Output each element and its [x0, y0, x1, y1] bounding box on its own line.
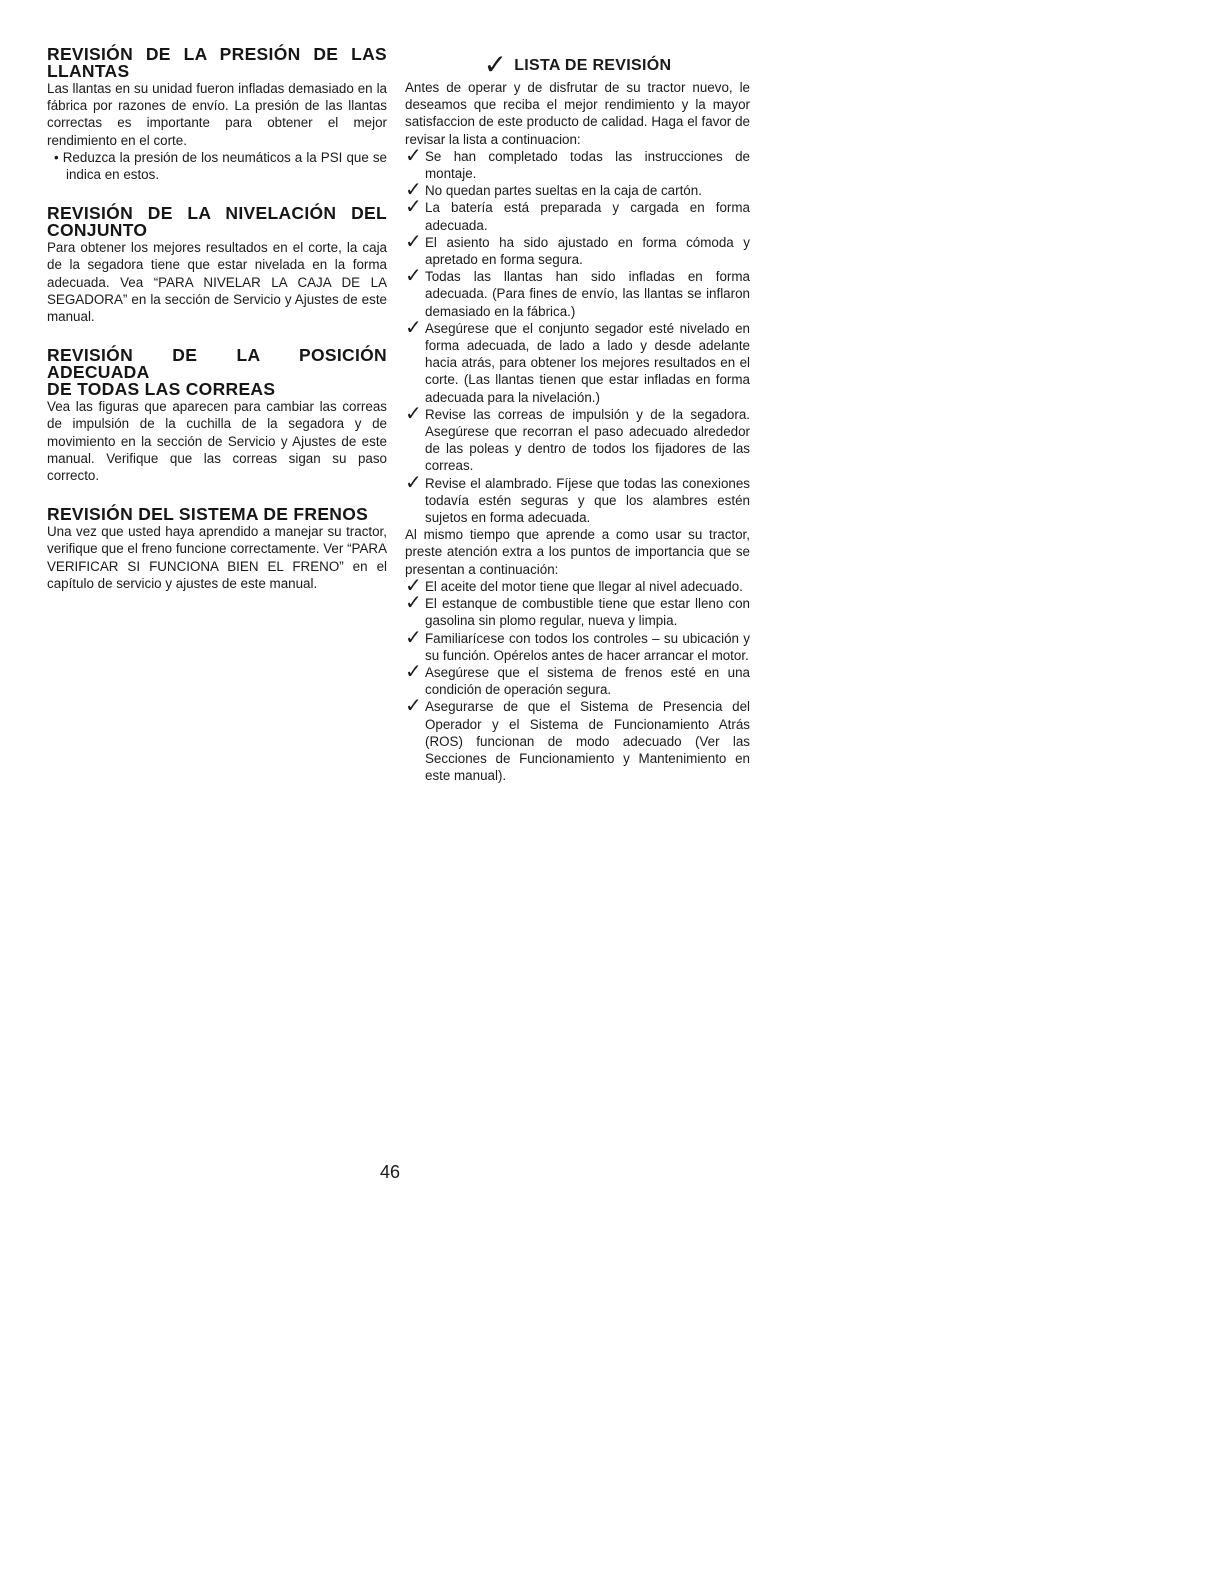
checklist-item [405, 626, 750, 664]
checklist-item-text: Asegúrese que el conjunto segador esté nivelado en forma adecuada, de lado a lado y desde adelante hacia atrás, para obtener los mejores resultados en el corte. (Las llantas tienen que estar infladas en forma adecuada para la nivelación.) [425, 320, 750, 405]
paragraph: Las llantas en su unidad fueron infladas demasiado en la fábrica por razones de envío. La presión de las llantas correctas es importante para obtener el mejor rendimiento en el corte. [47, 81, 387, 148]
checklist-item [405, 230, 750, 268]
checklist-item-text: La batería está preparada y cargada en forma adecuada. [425, 200, 750, 233]
checklist-item [405, 592, 750, 629]
checklist-item [405, 695, 750, 784]
checklist-item [405, 196, 750, 233]
check-mark-icon: ✓ [483, 49, 508, 80]
heading-line: DE TODAS LAS CORREAS [47, 379, 276, 400]
check-mark-icon: ✓ [405, 265, 422, 288]
check-mark-icon: ✓ [405, 179, 422, 202]
checklist-title-text: LISTA DE REVISIÓN [514, 57, 672, 74]
section-tire-pressure [47, 46, 387, 183]
checklist-item [405, 316, 750, 406]
check-mark-icon: ✓ [405, 574, 422, 597]
paragraph: Para obtener los mejores resultados en el corte, la caja de la segadora tiene que estar nivelada en la forma adecuada. Vea “PARA NIVELAR LA CAJA DE LA SEGADORA” en la sección de Servicio y Ajustes de este manual. [47, 240, 387, 325]
check-mark-icon: ✓ [405, 660, 422, 683]
checklist-item-text: El asiento ha sido ajustado en forma cómoda y apretado en forma segura. [425, 234, 750, 268]
page-number: 46 [379, 1162, 401, 1182]
check-mark-icon: ✓ [405, 144, 422, 167]
checklist-item-text: El estanque de combustible tiene que estar lleno con gasolina sin plomo regular, nueva y limpia. [425, 596, 750, 629]
check-mark-icon: ✓ [405, 695, 422, 718]
checklist-item [405, 402, 750, 475]
checklist-group-b [405, 574, 750, 784]
check-mark-icon: ✓ [405, 592, 422, 615]
section-brakes [47, 506, 387, 592]
checklist-title [405, 49, 750, 80]
checklist-item [405, 179, 750, 202]
checklist-item-text: Se han completado todas las instrucciones de montaje. [425, 148, 750, 182]
checklist-item-text: Revise las correas de impulsión y de la segadora. Asegúrese que recorran el paso adecuado alrededor de las poleas y dentro de todos los fijadores de las correas. [425, 406, 750, 474]
checklist-item [405, 660, 750, 698]
checklist-middle: Al mismo tiempo que aprende a como usar su tractor, preste atención extra a los puntos de importancia que se presentan a continuación: [405, 527, 750, 577]
checklist-item-text: Asegúrese que el sistema de frenos esté en una condición de operación segura. [425, 664, 750, 698]
heading-brakes [47, 506, 387, 523]
checklist-item-text: Asegurarse de que el Sistema de Presencia del Operador y el Sistema de Funcionamiento Atrás (ROS) funcionan de modo adecuado (Ver las Secciones de Funcionamiento y Mantenimiento en este manual). [425, 699, 750, 784]
heading-line: REVISIÓN DEL SISTEMA DE FRENOS [47, 504, 369, 525]
section-belts [47, 347, 387, 484]
heading-deck-level [47, 205, 387, 239]
checklist-item-text: Todas las llantas han sido infladas en forma adecuada. (Para fines de envío, las llantas se inflaron demasiado en la fábrica.) [425, 269, 750, 319]
checklist-item-text: Familiarícese con todos los controles – su ubicación y su función. Opérelos antes de hacer arrancar el motor. [425, 630, 750, 663]
heading-line: REVISIÓN DE LA NIVELACIÓN DEL [47, 203, 387, 224]
heading-line: REVISIÓN DE LA PRESIÓN DE LAS [47, 44, 387, 64]
checklist-item-text: Revise el alambrado. Fíjese que todas las conexiones todavía estén seguras y que los alambres estén sujetos en forma adecuada. [425, 475, 750, 526]
heading-line: LLANTAS [47, 61, 130, 81]
paragraph: Una vez que usted haya aprendido a manejar su tractor, verifique que el freno funcione correctamente. Ver “PARA VERIFICAR SI FUNCIONA BIEN EL FRENO” en el capítulo de servicio y ajustes de este manual. [47, 524, 387, 591]
left-column [47, 46, 387, 609]
bullet-item: • Reduzca la presión de los neumáticos a la PSI que se indica en estos. [54, 149, 387, 183]
checklist-item-text: No quedan partes sueltas en la caja de cartón. [425, 183, 702, 199]
checklist-item [405, 471, 750, 527]
heading-belts [47, 347, 387, 398]
check-mark-icon: ✓ [405, 471, 422, 494]
heading-line: CONJUNTO [47, 220, 148, 241]
heading-tire-pressure [47, 46, 387, 80]
check-mark-icon: ✓ [405, 316, 422, 339]
right-column [405, 46, 750, 784]
check-mark-icon: ✓ [405, 196, 422, 219]
checklist-intro: Antes de operar y de disfrutar de su tractor nuevo, le deseamos que reciba el mejor rendimiento y la mayor satisfaccion de este producto de calidad. Haga el favor de revisar la lista a continuacion: [405, 80, 750, 147]
checklist-item-text: El aceite del motor tiene que llegar al nivel adecuado. [425, 578, 743, 594]
check-mark-icon: ✓ [405, 230, 422, 253]
heading-line: REVISIÓN DE LA POSICIÓN ADECUADA [47, 345, 387, 383]
check-mark-icon: ✓ [405, 402, 422, 425]
section-deck-level [47, 205, 387, 325]
paragraph: Vea las figuras que aparecen para cambiar las correas de impulsión de la cuchilla de la segadora y de movimiento en la sección de Servicio y Ajustes de este manual. Verifique que las correas sigan su paso correcto. [47, 399, 387, 484]
check-mark-icon: ✓ [405, 626, 422, 649]
checklist-item [405, 574, 750, 597]
checklist-group-a [405, 144, 750, 526]
checklist-item [405, 144, 750, 182]
checklist-item [405, 265, 750, 320]
